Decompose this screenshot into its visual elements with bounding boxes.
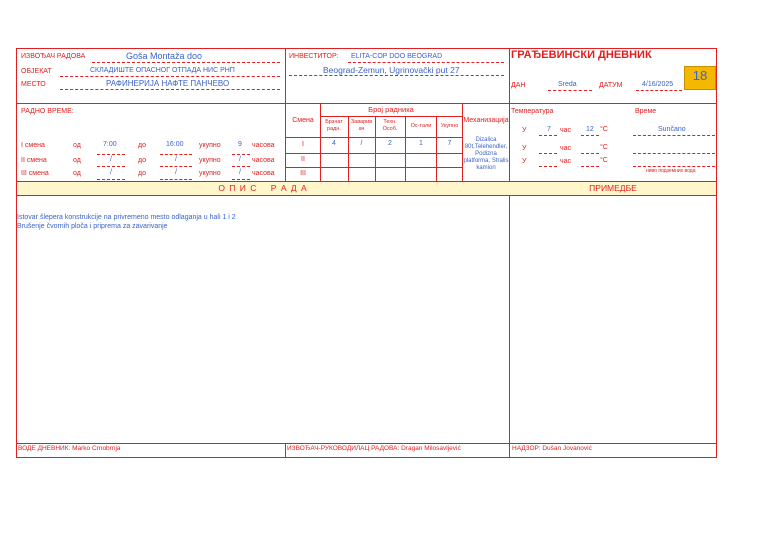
shift-column-header: Смена xyxy=(292,117,314,124)
object-label: ОБЈЕКАТ xyxy=(21,68,52,75)
shift-1-to-label: до xyxy=(138,142,146,149)
temp-2-u: У xyxy=(522,145,527,152)
contractor-underline xyxy=(92,62,280,63)
temp-1-hour-label: час xyxy=(560,127,572,134)
divider-footer-top xyxy=(16,443,717,444)
shift-3-from-label: од xyxy=(73,170,81,177)
shift-2-from-line xyxy=(97,166,125,167)
temp-3-deg: °C xyxy=(600,157,608,164)
shift-2-to: / xyxy=(175,156,177,163)
temp-3-hour-line xyxy=(539,166,557,167)
shift-3-to-label: до xyxy=(138,170,146,177)
date-value: 4/16/2025 xyxy=(642,81,674,88)
temperature-label: Температура xyxy=(511,108,554,115)
investor-underline xyxy=(348,62,504,63)
day-value: Sreda xyxy=(558,81,577,88)
day-underline xyxy=(548,90,592,91)
row1-c5: 7 xyxy=(447,140,452,147)
weather-label: Време xyxy=(635,108,657,115)
row2-roman: II xyxy=(301,156,305,163)
workers-col-5-header: Укупно xyxy=(440,123,459,129)
shift-1-to: 16:00 xyxy=(166,141,184,148)
shift-1-from: 7:00 xyxy=(103,141,117,148)
shift-2-from: / xyxy=(110,156,112,163)
investor-label: ИНВЕСТИТОР: xyxy=(289,53,339,60)
work-description-line-1: Istovar šlepera konstrukcije na privremeno mesto odlaganja u hali 1 i 2 xyxy=(17,214,236,221)
shift-1-total-label: укупно xyxy=(199,142,221,149)
mechanization-header: Механизација xyxy=(463,117,509,124)
row1-c1: 4 xyxy=(332,140,336,147)
temp-1-hour-line xyxy=(539,135,557,136)
workers-header: Број радника xyxy=(368,105,414,114)
shift-1-total-line xyxy=(232,154,250,155)
work-description-line-2: Brušenje čvornih ploča i priprema za zavarivanje xyxy=(17,223,168,230)
shift-1-from-line xyxy=(97,154,125,155)
contractor-label: ИЗВОЂАЧ РАДОВА xyxy=(21,53,86,60)
row1-c2: / xyxy=(360,140,363,147)
divider-col-2 xyxy=(509,48,510,458)
row1-c3: 2 xyxy=(388,140,392,147)
workers-head-line xyxy=(320,116,462,117)
object-value: СКЛАДИШТЕ ОПАСНОГ ОТПАДА НИС РНП xyxy=(90,67,235,74)
weather-value: Sunčano xyxy=(658,126,686,133)
temp-3-u: У xyxy=(522,158,527,165)
day-label: ДАН xyxy=(511,82,526,89)
shift-3-to-line xyxy=(160,179,192,180)
shift-1-from-label: од xyxy=(73,142,81,149)
investor-address: Beograd-Zemun, Ugrinovački put 27 xyxy=(323,65,460,75)
temp-1-value-line xyxy=(581,135,599,136)
place-label: МЕСТО xyxy=(21,81,46,88)
divider-header-bottom xyxy=(16,103,717,104)
place-underline xyxy=(60,89,280,90)
works-manager: ИЗВОЂАЧ-РУКОВОДИЛАЦ РАДОВА: Dragan Milosavljević xyxy=(287,445,461,452)
shift-2-to-label: до xyxy=(138,157,146,164)
shift-3-total: / xyxy=(239,169,241,176)
shift-3-from-line xyxy=(97,179,125,180)
divider-footer-col xyxy=(285,443,286,458)
row3-roman: III xyxy=(300,170,306,177)
worktime-label: РАДНО ВРЕМЕ: xyxy=(21,108,74,115)
shift-2-total-label: укупно xyxy=(199,157,221,164)
weather-line xyxy=(633,135,715,136)
date-underline xyxy=(636,90,682,91)
shift-2-total-line xyxy=(232,166,250,167)
page-number: 18 xyxy=(692,68,708,83)
date-label: ДАТУМ xyxy=(599,82,623,89)
temp-3-value-line xyxy=(581,166,599,167)
shift-2-to-line xyxy=(160,166,192,167)
supervisor: НАДЗОР: Dušan Jovanović xyxy=(512,445,592,452)
shift-1-to-line xyxy=(160,154,192,155)
investor-value: ELITA-COP DOO BEOGRAD xyxy=(351,53,443,60)
weather-line-2 xyxy=(633,153,715,154)
temp-1-deg: °C xyxy=(600,126,608,133)
workers-col-2-header: Заварив ач xyxy=(350,119,373,132)
workers-col-4-header: Ос-тали xyxy=(410,123,432,129)
shift-3-total-line xyxy=(232,179,250,180)
investor-address-underline xyxy=(289,75,504,76)
place-value: РАФИНЕРИЈА НАФТЕ ПАНЧЕВО xyxy=(106,79,230,88)
shift-1-label: I смена xyxy=(21,142,45,149)
shift-2-from-label: од xyxy=(73,157,81,164)
groundwater-note: ниво подземних вода xyxy=(646,168,696,174)
shift-3-hours-label: часова xyxy=(252,170,275,177)
temp-2-hour-label: час xyxy=(560,145,572,152)
temp-3-hour-label: час xyxy=(560,158,572,165)
object-underline xyxy=(60,76,280,77)
shift-2-total: / xyxy=(239,156,241,163)
shift-3-total-label: укупно xyxy=(199,170,221,177)
shift-1-hours-label: часова xyxy=(252,142,275,149)
temp-2-hour-line xyxy=(539,153,557,154)
divider-title-bottom xyxy=(16,195,717,196)
temp-2-deg: °C xyxy=(600,144,608,151)
diary-keeper: ВОДЕ ДНЕВНИК: Marko Crnobrnja xyxy=(18,445,121,452)
mechanization-value: Dizalica 80t,Telehendler, Podizna platforma, Stralis kamion xyxy=(463,137,509,171)
temp-1-hour: 7 xyxy=(547,126,551,133)
workers-col-3-header: Техн. Особ. xyxy=(382,119,398,132)
workers-col-1-header: Брзнат радн. xyxy=(325,119,343,132)
work-description-title: О П И С Р А Д А xyxy=(218,183,308,193)
temp-1-u: У xyxy=(522,127,527,134)
shift-3-to: / xyxy=(175,169,177,176)
diary-title: ГРАЂЕВИНСКИ ДНЕВНИК xyxy=(511,49,652,61)
shift-2-label: II смена xyxy=(21,157,47,164)
shift-3-label: III смена xyxy=(21,170,49,177)
contractor-value: Goša Montaža doo xyxy=(126,51,203,61)
temp-1-value: 12 xyxy=(586,126,594,133)
shift-2-hours-label: часова xyxy=(252,157,275,164)
notes-title: ПРИМЕДБЕ xyxy=(589,183,637,193)
weather-line-3 xyxy=(633,166,715,167)
temp-2-value-line xyxy=(581,153,599,154)
shift-3-from: / xyxy=(110,169,112,176)
row1-c4: 1 xyxy=(419,140,423,147)
row1-roman: I xyxy=(302,141,304,148)
shift-1-total: 9 xyxy=(238,141,242,148)
